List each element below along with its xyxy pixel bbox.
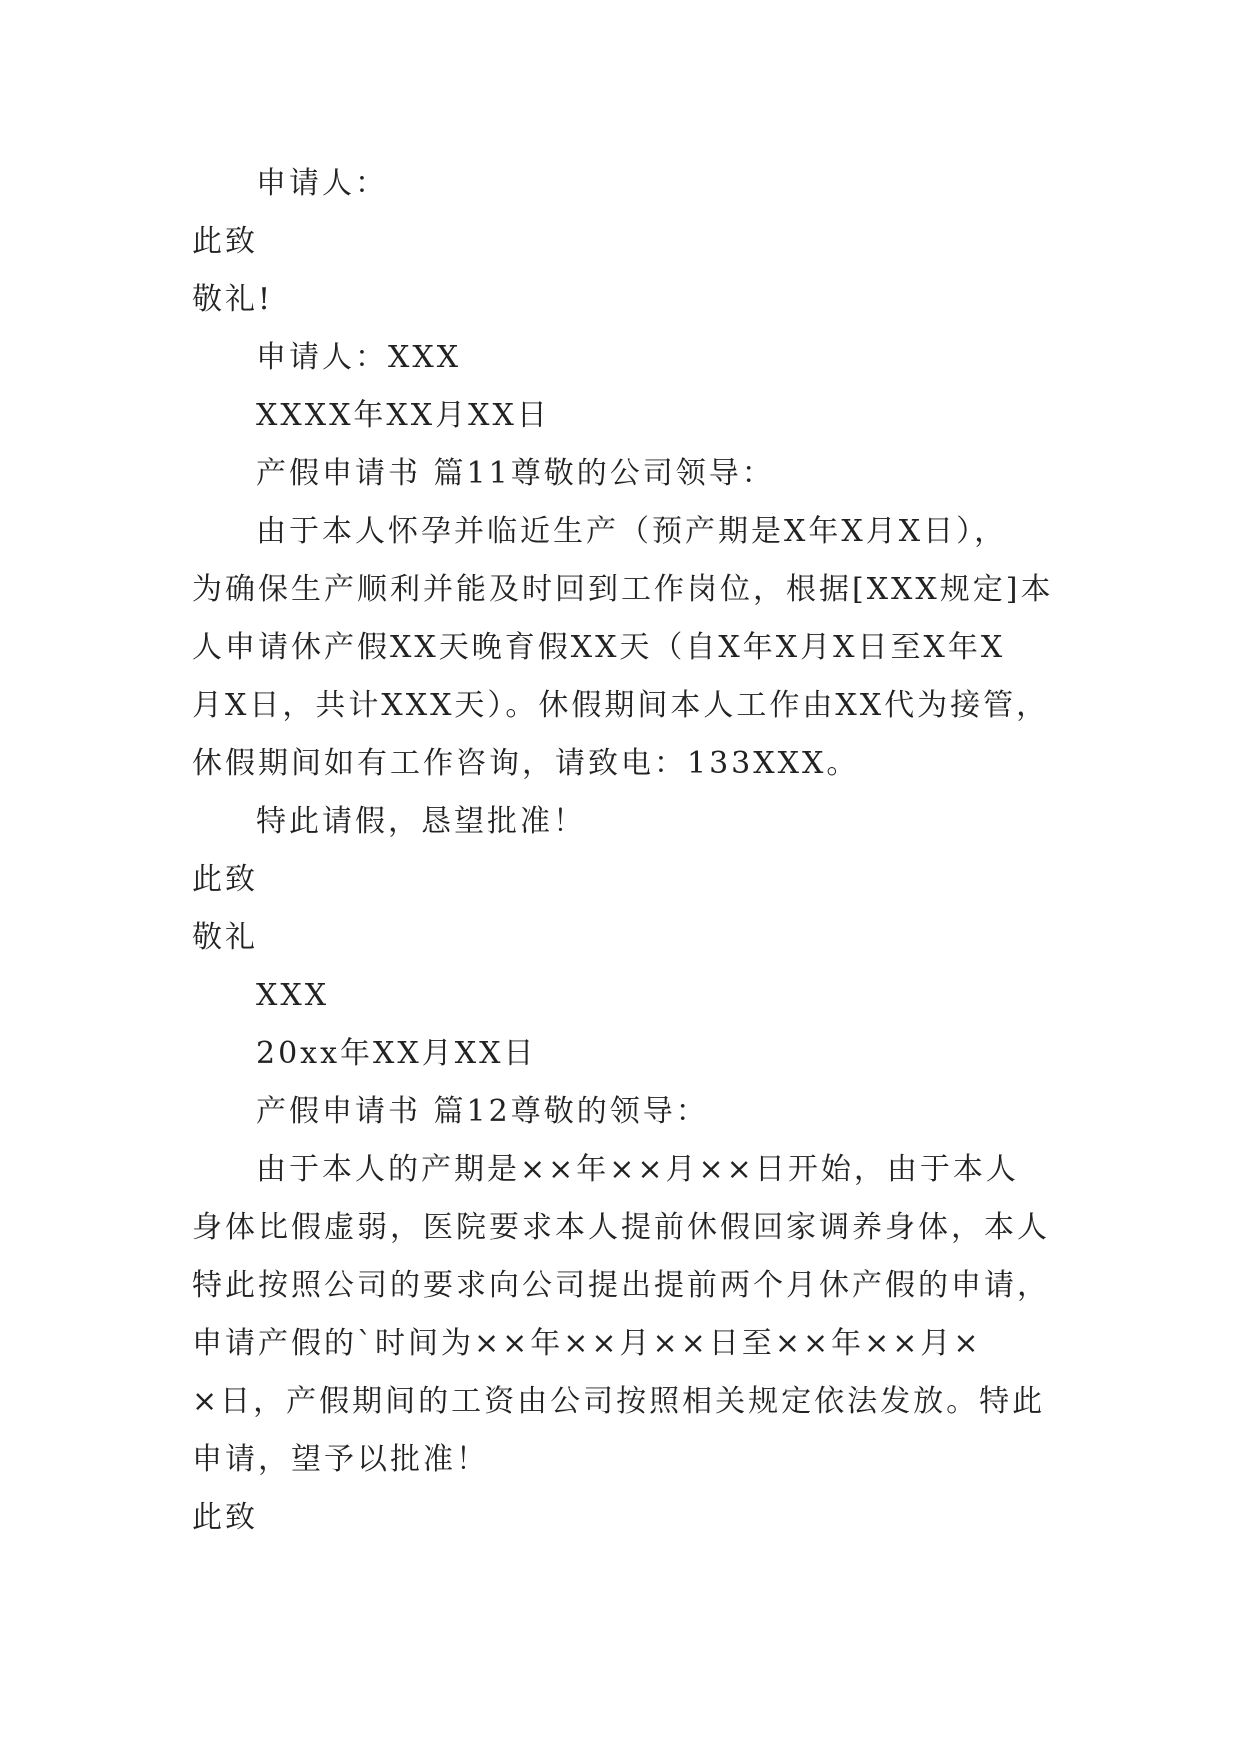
body-paragraph-line: 身体比假虚弱，医院要求本人提前休假回家调养身体，本人 [192,1210,1050,1245]
request-sentence: 特此请假，恳望批准！ [256,804,586,839]
signature-date: XXXX年XX月XX日 [256,398,550,433]
section-heading-12: 产假申请书 篇12尊敬的领导： [256,1094,709,1129]
closing-cizhi: 此致 [192,1500,258,1535]
body-paragraph-line: 人申请休产假XX天晚育假XX天（自X年X月X日至X年X [192,630,1006,665]
signature-name: XXX [256,978,330,1013]
body-paragraph-line: 由于本人怀孕并临近生产（预产期是X年X月X日）， [256,514,1008,549]
closing-jingli: 敬礼! [192,282,274,317]
body-paragraph-line: 为确保生产顺利并能及时回到工作岗位，根据[XXX规定]本 [192,572,1054,607]
applicant-label: 申请人： [256,166,388,201]
closing-cizhi: 此致 [192,224,258,259]
body-paragraph-line: 由于本人的产期是××年××月××日开始，由于本人 [256,1152,1019,1187]
signature-date: 20xx年XX月XX日 [256,1036,537,1071]
closing-jingli: 敬礼 [192,920,258,955]
body-paragraph-line: 特此按照公司的要求向公司提出提前两个月休产假的申请， [192,1268,1050,1303]
body-paragraph-line: 休假期间如有工作咨询，请致电：133XXX。 [192,746,860,781]
section-heading-11: 产假申请书 篇11尊敬的公司领导： [256,456,775,491]
closing-cizhi: 此致 [192,862,258,897]
body-paragraph-line: ×日，产假期间的工资由公司按照相关规定依法发放。特此 [192,1384,1046,1419]
body-paragraph-line: 申请产假的`时间为××年××月××日至××年××月× [192,1326,982,1361]
applicant-signature: 申请人：XXX [256,340,462,375]
body-paragraph-line: 月X日，共计XXX天）。休假期间本人工作由XX代为接管， [192,688,1050,723]
body-paragraph-line: 申请，望予以批准！ [192,1442,489,1477]
